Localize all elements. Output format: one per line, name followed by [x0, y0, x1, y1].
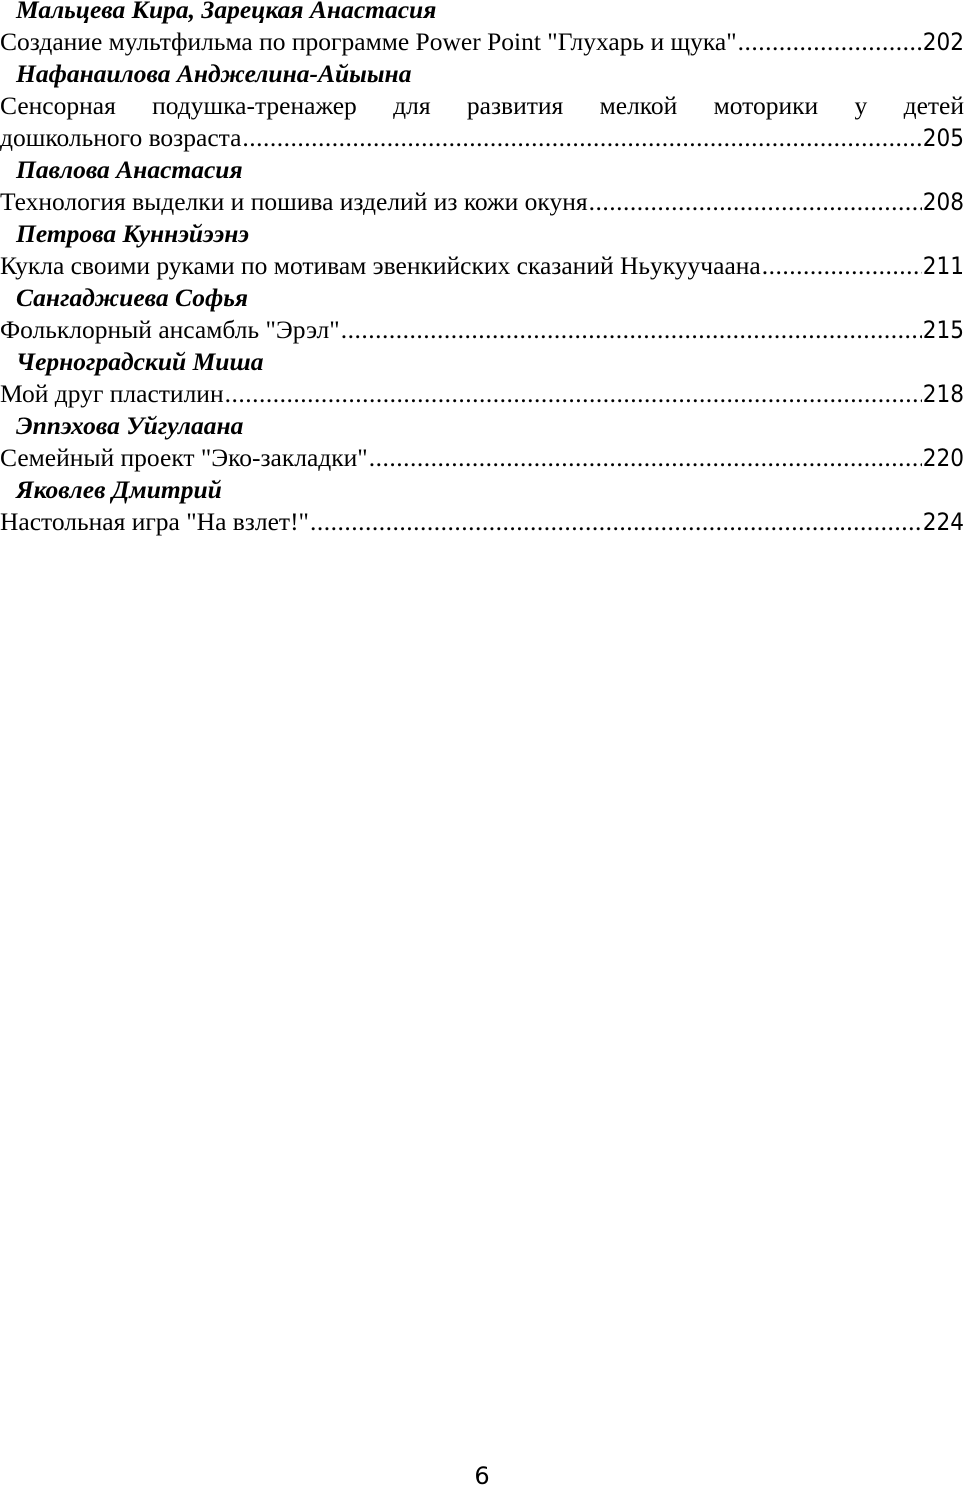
toc-entry — [0, 154, 964, 218]
dot-leader — [310, 506, 922, 538]
entry-author: Сангаджиева Софья — [16, 283, 249, 312]
entry-author: Черноградский Миша — [16, 347, 264, 376]
entry-author: Нафанаилова Анджелина-Айыына — [16, 59, 412, 88]
entry-author: Эппэхова Уйгулаана — [16, 411, 244, 440]
toc-entry — [0, 218, 964, 282]
entry-title: Настольная игра "На взлет!" — [0, 507, 309, 536]
entry-page-number: 224 — [922, 508, 964, 536]
table-of-contents — [0, 0, 964, 538]
toc-entry — [0, 346, 964, 410]
page-number: 6 — [474, 1462, 490, 1490]
entry-line[interactable] — [0, 250, 964, 282]
entry-title: Мой друг пластилин — [0, 379, 224, 408]
entry-page-number: 220 — [922, 444, 964, 472]
entry-title: Создание мультфильма по программе Power Point "Глухарь и щука" — [0, 27, 737, 56]
dot-leader — [369, 442, 922, 474]
entry-line[interactable] — [0, 26, 964, 58]
toc-entry — [0, 474, 964, 538]
entry-line[interactable] — [0, 314, 964, 346]
entry-page-number: 205 — [922, 124, 964, 152]
entry-line[interactable] — [0, 506, 964, 538]
entry-line[interactable] — [0, 122, 964, 154]
entry-title: Семейный проект "Эко-закладки" — [0, 443, 368, 472]
entry-title-line: Сенсорная подушка-тренажер для развития мелкой моторики у детей — [0, 91, 964, 120]
toc-entry — [0, 58, 964, 154]
entry-page-number: 208 — [922, 188, 964, 216]
entry-page-number: 211 — [922, 252, 964, 280]
entry-author: Петрова Куннэйээнэ — [16, 219, 249, 248]
entry-page-number: 202 — [922, 28, 964, 56]
entry-page-number: 218 — [922, 380, 964, 408]
dot-leader — [589, 186, 922, 218]
dot-leader — [762, 250, 922, 282]
toc-entry — [0, 410, 964, 474]
entry-line[interactable] — [0, 186, 964, 218]
entry-page-number: 215 — [922, 316, 964, 344]
toc-entry — [0, 0, 964, 58]
entry-title: дошкольного возраста — [0, 123, 242, 152]
entry-title: Фольклорный ансамбль "Эрэл" — [0, 315, 340, 344]
toc-entry — [0, 282, 964, 346]
dot-leader — [242, 122, 921, 154]
entry-title: Кукла своими руками по мотивам эвенкийских сказаний Ньукуучаана — [0, 251, 761, 280]
dot-leader — [341, 314, 922, 346]
entry-author: Павлова Анастасия — [16, 155, 243, 184]
entry-line[interactable] — [0, 442, 964, 474]
entry-author: Яковлев Дмитрий — [16, 475, 222, 504]
entry-title: Технология выделки и пошива изделий из кожи окуня — [0, 187, 588, 216]
dot-leader — [738, 26, 922, 58]
entry-line[interactable] — [0, 378, 964, 410]
entry-author: Мальцева Кира, Зарецкая Анастасия — [16, 0, 437, 24]
dot-leader — [225, 378, 922, 410]
